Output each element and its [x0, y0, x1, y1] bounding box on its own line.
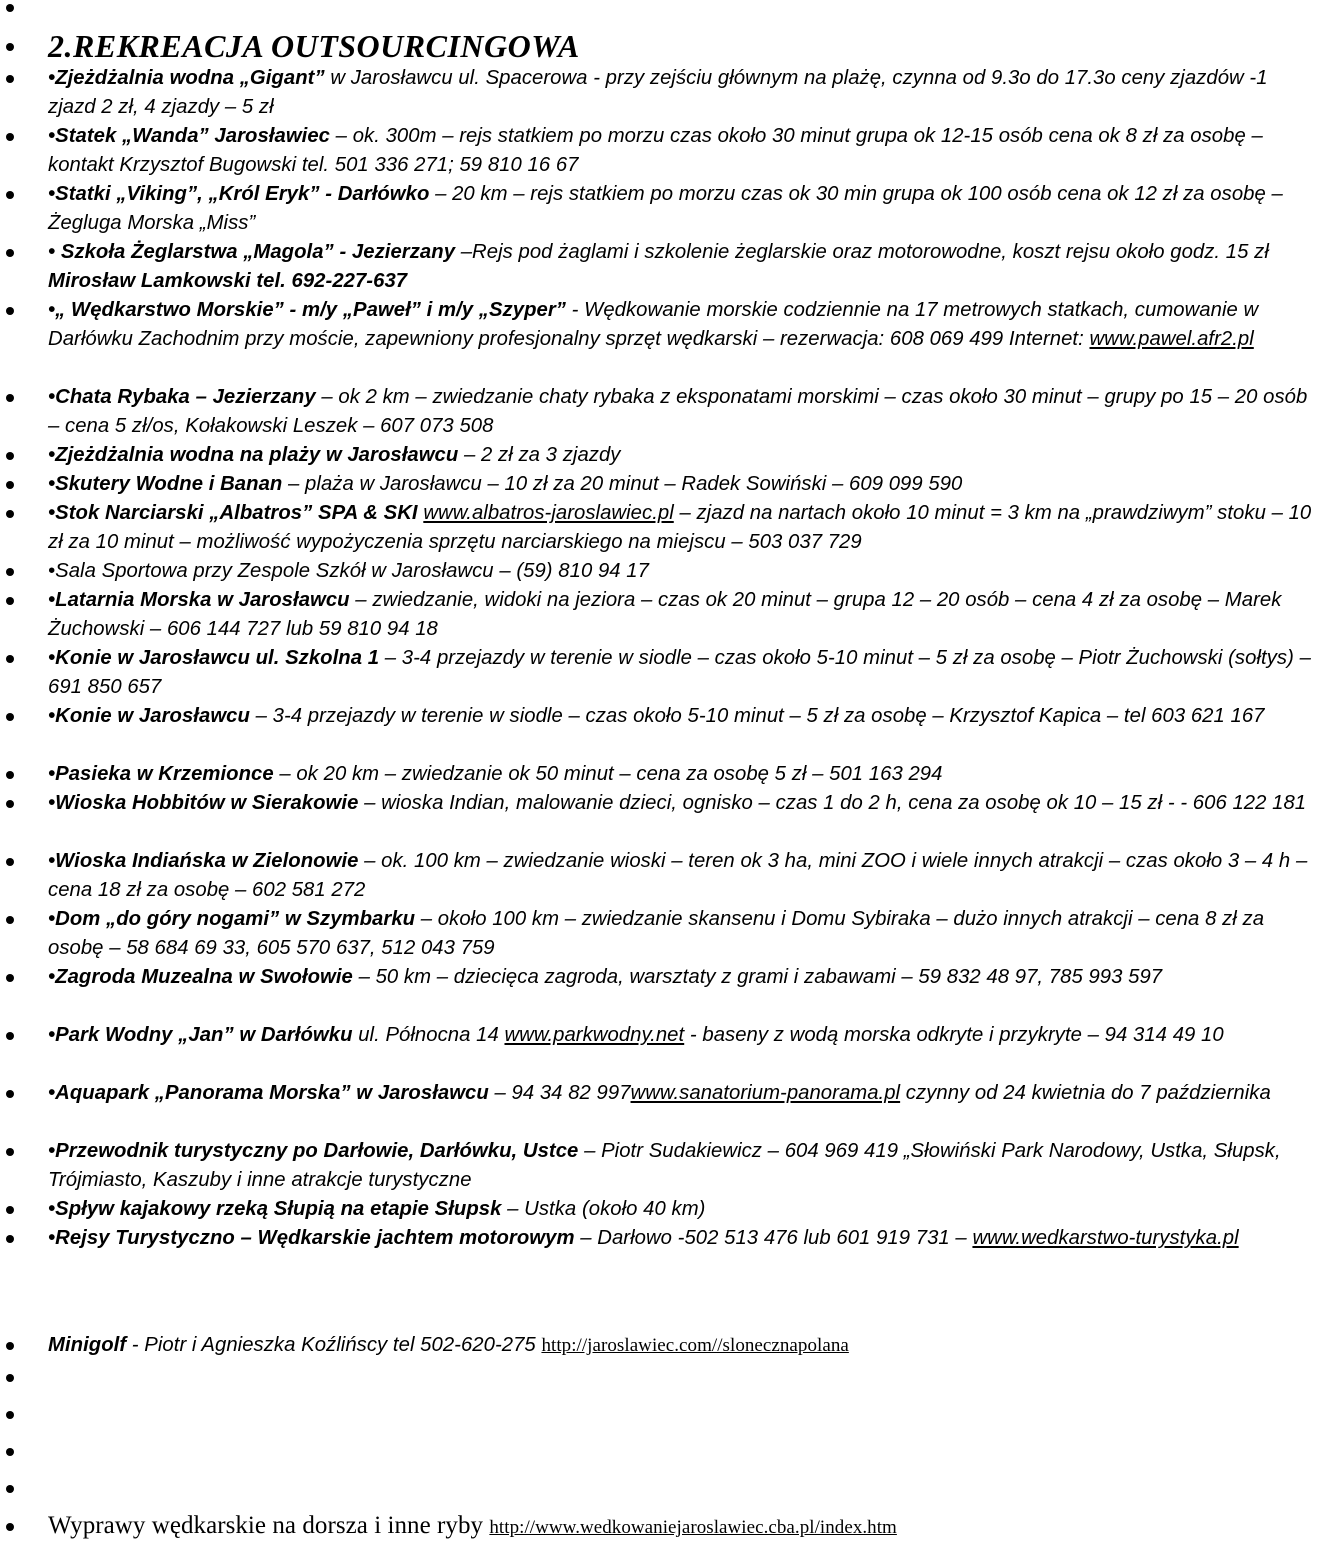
item-description: – ok. 300m – rejs statkiem po morzu czas około 30 minut grupa ok 12-15 osób cena ok 8 zł za osobę – kontakt Krzysztof Bugowski tel. 501 336 271; 59 810 16 67 — [48, 125, 1263, 176]
item-title: •Spływ kajakowy rzeką Słupią na etapie Słupsk — [48, 1198, 502, 1220]
item-link[interactable]: www.pawel.afr2.pl — [1089, 328, 1254, 350]
list-item-text — [48, 1137, 1318, 1195]
bullet-icon — [6, 597, 14, 605]
bullet-icon — [6, 43, 14, 51]
item-description: – plaża w Jarosławcu – 10 zł za 20 minut – Radek Sowiński – 609 099 590 — [282, 473, 963, 495]
list-item-text — [48, 441, 1318, 470]
item-description-rest: – zjazd na nartach około 10 minut = 3 km na „prawdziwym” stoku – 10 zł za 10 minut – możliwość wypożyczenia sprzętu narciarskiego na miejscu – 503 037 729 — [48, 502, 1312, 553]
item-description: – 3-4 przejazdy w terenie w siodle – czas około 5-10 minut – 5 zł za osobę – Piotr Żuchowski (sołtys) – 691 850 657 — [48, 647, 1311, 698]
item-title: •Park Wodny „Jan” w Darłówku — [48, 1024, 353, 1046]
item-link[interactable]: www.albatros-jaroslawiec.pl — [423, 502, 674, 524]
minigolf-text: - Piotr i Agnieszka Koźlińscy tel 502-620-275 — [126, 1334, 542, 1356]
item-title: •Rejsy Turystyczno – Wędkarskie jachtem motorowym — [48, 1227, 575, 1249]
bullet-icon — [6, 307, 14, 315]
list-item-text — [48, 557, 1318, 586]
item-title: •Wioska Hobbitów w Sierakowie — [48, 792, 359, 814]
item-title: •Statki „Viking”, „Król Eryk” - Darłówko — [48, 183, 430, 205]
list-item-text — [48, 760, 1318, 789]
bullet-icon — [6, 249, 14, 257]
list-item-text — [48, 383, 1318, 441]
minigolf-title: Minigolf — [48, 1334, 127, 1356]
list-item-text — [48, 1021, 1318, 1050]
item-description: w Jarosławcu ul. Spacerowa - przy zejściu głównym na plażę, czynna od 9.3o do 17.3o ceny zjazdów -1 zjazd 2 zł, 4 zjazdy – 5 zł — [48, 67, 1268, 118]
item-description: – 94 34 82 997 — [488, 1082, 631, 1104]
item-title: •Zjeżdżalnia wodna na plaży w Jarosławcu — [48, 444, 459, 466]
list-item-text — [48, 586, 1318, 644]
item-title: •Zjeżdżalnia wodna „Gigant” — [48, 67, 325, 89]
item-link[interactable]: www.parkwodny.net — [504, 1024, 685, 1046]
item-title: •Zagroda Muzealna w Swołowie — [48, 966, 353, 988]
item-title: •Dom „do góry nogami” w Szymbarku — [48, 908, 416, 930]
item-description: – ok 2 km – zwiedzanie chaty rybaka z eksponatami morskimi – czas około 30 minut – grupy po 15 – 20 osób – cena 5 zł/os, Kołakowski Leszek – 607 073 508 — [48, 386, 1308, 437]
list-item-text — [48, 644, 1318, 702]
item-title: •Aquapark „Panorama Morska” w Jarosławcu — [48, 1082, 489, 1104]
list-item-text — [48, 789, 1318, 818]
bullet-icon — [6, 452, 14, 460]
item-description: – ok 20 km – zwiedzanie ok 50 minut – cena za osobę 5 zł – 501 163 294 — [273, 763, 943, 785]
bullet-icon — [6, 75, 14, 83]
item-title: • Szkoła Żeglarstwa „Magola” - Jezierzany — [48, 241, 456, 263]
item-description: –Rejs pod żaglami i szkolenie żeglarskie oraz motorowodne, koszt rejsu około godz. 15 zł — [455, 241, 1269, 263]
bullet-icon — [6, 1374, 14, 1382]
item-description: – wioska Indian, malowanie dzieci, ognisko – czas 1 do 2 h, cena za osobę ok 10 – 15 zł - - 606 122 181 — [358, 792, 1307, 814]
bullet-icon — [6, 1148, 14, 1156]
list-item-text — [48, 296, 1318, 354]
bullet-icon — [6, 713, 14, 721]
minigolf-link[interactable]: http://jaroslawiec.com//slonecznapolana — [541, 1335, 849, 1356]
bullet-icon — [6, 1206, 14, 1214]
item-title: •Wioska Indiańska w Zielonowie — [48, 850, 359, 872]
bullet-icon — [6, 1235, 14, 1243]
item-title: •„ Wędkarstwo Morskie” - m/y „Paweł” i m/y „Szyper” — [48, 299, 566, 321]
item-description: ul. Północna 14 — [352, 1024, 505, 1046]
list-item-text — [48, 1224, 1318, 1253]
bullet-icon — [6, 1411, 14, 1419]
list-item-text — [48, 122, 1318, 180]
bullet-icon — [6, 655, 14, 663]
item-title: •Chata Rybaka – Jezierzany — [48, 386, 316, 408]
list-item-text — [48, 499, 1318, 557]
list-item-text — [48, 1195, 1318, 1224]
list-item-text — [48, 702, 1318, 731]
list-item-text — [48, 1079, 1318, 1108]
item-contact: Mirosław Lamkowski tel. 692-227-637 — [48, 270, 408, 292]
bullet-icon — [6, 481, 14, 489]
item-description: – Piotr Sudakiewicz – 604 969 419 „Słowiński Park Narodowy, Ustka, Słupsk, Trójmiasto, Kaszuby i inne atrakcje turystyczne — [48, 1140, 1281, 1191]
wyprawy-text: Wyprawy wędkarskie na dorsza i inne ryby — [48, 1512, 490, 1539]
list-item-text — [48, 905, 1318, 963]
item-title: •Konie w Jarosławcu — [48, 705, 250, 727]
bullet-icon — [6, 1448, 14, 1456]
section-heading: 2.REKREACJA OUTSOURCINGOWA — [48, 28, 580, 64]
item-description: – ok. 100 km – zwiedzanie wioski – teren ok 3 ha, mini ZOO i wiele innych atrakcji – czas około 3 – 4 h – cena 18 zł za osobę – 602 581 272 — [48, 850, 1308, 901]
item-description-rest: czynny od 24 kwietnia do 7 października — [900, 1082, 1271, 1104]
bullet-icon — [6, 974, 14, 982]
list-item-text — [48, 180, 1318, 238]
item-title: •Przewodnik turystyczny po Darłowie, Darłówku, Ustce — [48, 1140, 579, 1162]
list-item-text — [48, 238, 1318, 296]
list-item-text — [48, 847, 1318, 905]
bullet-icon — [6, 771, 14, 779]
bullet-icon — [6, 1523, 14, 1531]
list-item-text — [48, 64, 1318, 122]
item-title: •Statek „Wanda” Jarosławiec — [48, 125, 330, 147]
bullet-icon — [6, 1090, 14, 1098]
bullet-icon — [6, 858, 14, 866]
item-description: – 20 km – rejs statkiem po morzu czas ok 30 min grupa ok 100 osób cena ok 12 zł za osobę – Żegluga Morska „Miss” — [48, 183, 1283, 234]
item-description: – 3-4 przejazdy w terenie w siodle – czas około 5-10 minut – 5 zł za osobę – Krzysztof Kapica – tel 603 621 167 — [249, 705, 1265, 727]
bullet-icon — [6, 1485, 14, 1493]
item-title: •Latarnia Morska w Jarosławcu — [48, 589, 350, 611]
item-link[interactable]: www.wedkarstwo-turystyka.pl — [972, 1227, 1239, 1249]
wyprawy-link[interactable]: http://www.wedkowaniejaroslawiec.cba.pl/index.htm — [489, 1517, 897, 1538]
item-description: – zwiedzanie, widoki na jeziora – czas ok 20 minut – grupa 12 – 20 osób – cena 4 zł za osobę – Marek Żuchowski – 606 144 727 lub 59 810 94 18 — [48, 589, 1282, 640]
item-title: •Skutery Wodne i Banan — [48, 473, 283, 495]
bullet-icon — [6, 394, 14, 402]
item-title: •Pasieka w Krzemionce — [48, 763, 274, 785]
bullet-icon — [6, 800, 14, 808]
bullet-icon — [6, 510, 14, 518]
item-description: – Darłowo -502 513 476 lub 601 919 731 – — [574, 1227, 973, 1249]
bullet-icon — [6, 4, 14, 12]
bullet-icon — [6, 568, 14, 576]
bullet-icon — [6, 1032, 14, 1040]
item-link[interactable]: www.sanatorium-panorama.pl — [630, 1082, 901, 1104]
bullet-icon — [6, 1342, 14, 1350]
item-description: – około 100 km – zwiedzanie skansenu i Domu Sybiraka – dużo innych atrakcji – cena 8 zł za osobę – 58 684 69 33, 605 570 637, 512 043 759 — [48, 908, 1265, 959]
item-title: •Stok Narciarski „Albatros” SPA & SKI — [48, 502, 418, 524]
item-description: – 50 km – dziecięca zagroda, warsztaty z grami i zabawami – 59 832 48 97, 785 993 597 — [352, 966, 1163, 988]
item-description: - Wędkowanie morskie codziennie na 17 metrowych statkach, cumowanie w Darłówku Zachodnim przy moście, zapewniony profesjonalny sprzęt wędkarski – rezerwacja: 608 069 499 Internet: — [48, 299, 1259, 350]
item-description: – Ustka (około 40 km) — [501, 1198, 706, 1220]
list-item-text — [48, 963, 1318, 992]
item-title: •Konie w Jarosławcu ul. Szkolna 1 — [48, 647, 380, 669]
bullet-icon — [6, 133, 14, 141]
item-description: •Sala Sportowa przy Zespole Szkół w Jarosławcu – (59) 810 94 17 — [48, 560, 649, 582]
item-description-rest: - baseny z wodą morska odkryte i przykryte – 94 314 49 10 — [684, 1024, 1224, 1046]
item-description: – 2 zł za 3 zjazdy — [458, 444, 621, 466]
bullet-icon — [6, 916, 14, 924]
list-item-text — [48, 470, 1318, 499]
bullet-icon — [6, 191, 14, 199]
